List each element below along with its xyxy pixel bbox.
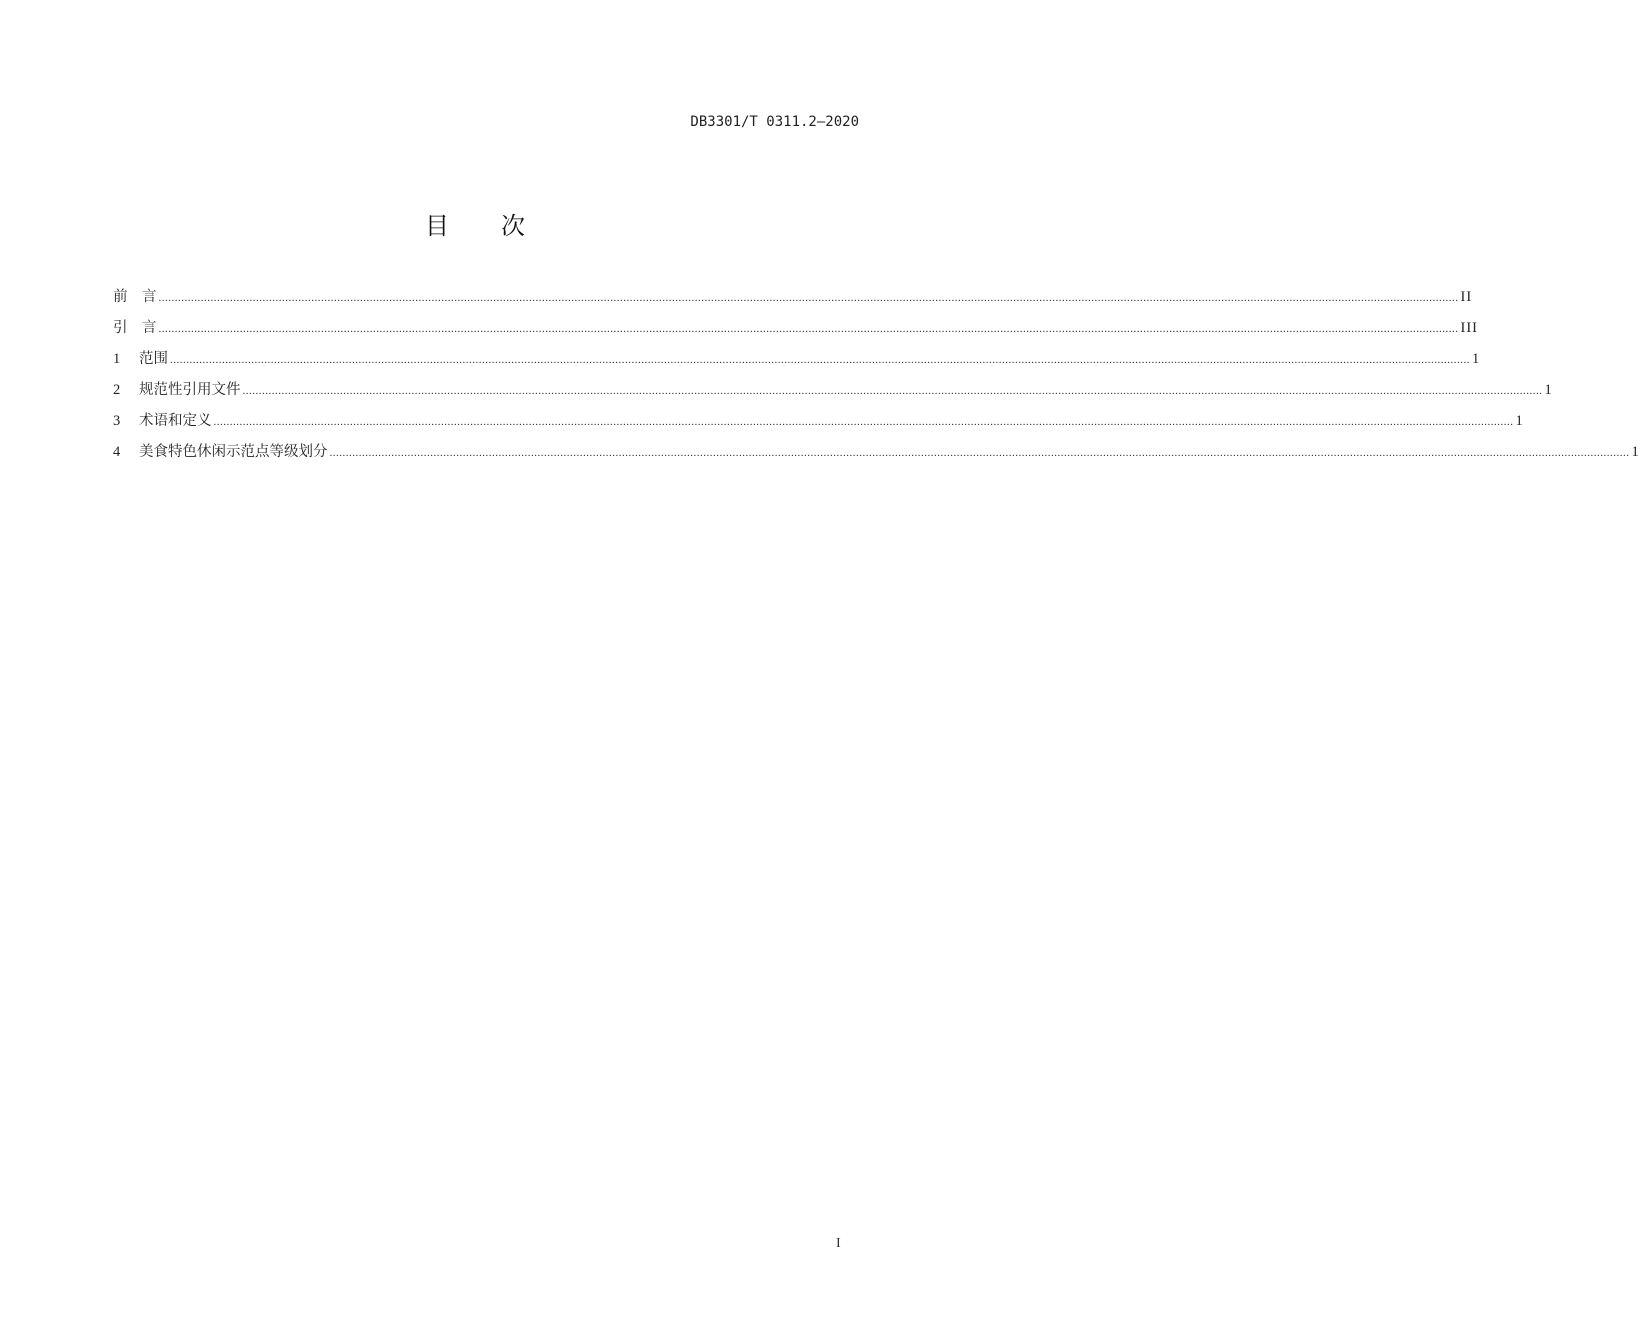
title-char-2: 次 (501, 212, 525, 240)
toc-entry-page: 1 (1515, 413, 1524, 429)
toc-entry-terms-definitions[interactable] (113, 410, 1524, 441)
toc-entry-page: 1 (1544, 382, 1553, 398)
toc-entry-introduction[interactable] (113, 317, 1478, 348)
document-code: DB3301/T 0311.2—2020 (690, 114, 859, 130)
toc-dot-leader: ................................................................................................................................................................................................................................................................................................................................................................................................................ (170, 354, 1470, 366)
page-number: I (836, 1236, 841, 1251)
toc-entry-number: 3 (113, 413, 121, 429)
toc-entry-number: 4 (113, 444, 121, 460)
toc-entry-label: 美食特色休闲示范点等级划分 (139, 444, 328, 460)
toc-entry-page: III (1460, 320, 1478, 336)
title-char-1: 目 (425, 212, 449, 240)
toc-dot-leader: ................................................................................................................................................................................................................................................................................................................................................................................................................ (158, 292, 1459, 304)
table-of-contents (113, 286, 1640, 472)
toc-dot-leader: ................................................................................................................................................................................................................................................................................................................................................................................................................ (158, 323, 1459, 335)
toc-entry-label: 范围 (139, 351, 168, 367)
toc-dot-leader: ................................................................................................................................................................................................................................................................................................................................................................................................................ (242, 385, 1543, 397)
toc-entry-label: 前 言 (113, 289, 157, 305)
toc-entry-grade-classification[interactable] (113, 441, 1640, 472)
toc-entry-normative-references[interactable] (113, 379, 1553, 410)
toc-entry-page: 1 (1631, 444, 1640, 460)
toc-dot-leader: ................................................................................................................................................................................................................................................................................................................................................................................................................ (329, 447, 1630, 459)
toc-entry-label: 规范性引用文件 (139, 382, 241, 398)
page-title (0, 206, 950, 241)
toc-dot-leader: ................................................................................................................................................................................................................................................................................................................................................................................................................ (213, 416, 1514, 428)
toc-entry-scope[interactable] (113, 348, 1481, 379)
toc-entry-number: 2 (113, 382, 121, 398)
toc-entry-number: 1 (113, 351, 121, 367)
toc-entry-page: II (1460, 289, 1473, 305)
toc-entry-page: 1 (1472, 351, 1481, 367)
toc-entry-label: 术语和定义 (139, 413, 212, 429)
toc-entry-label: 引 言 (113, 320, 157, 336)
toc-entry-foreword[interactable] (113, 286, 1473, 317)
